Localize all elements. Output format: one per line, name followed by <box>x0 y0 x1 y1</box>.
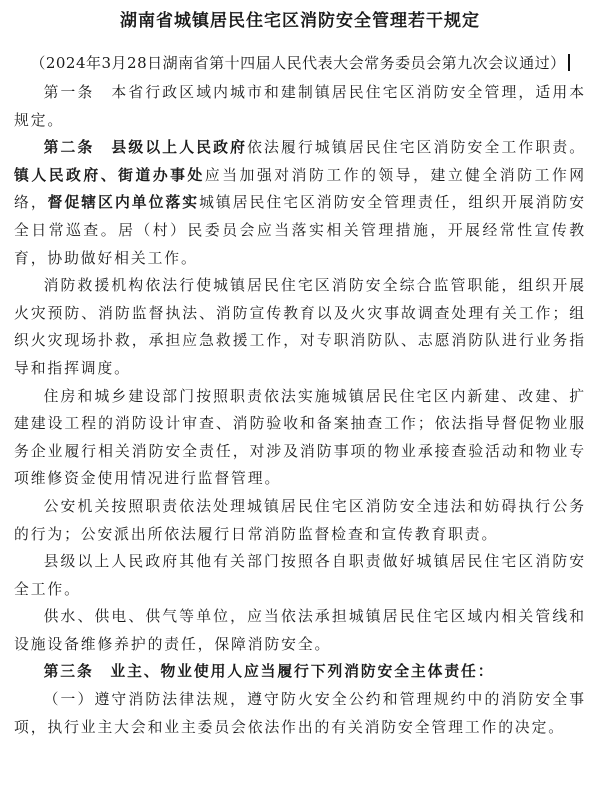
bold-text-run: 第二条 县级以上人民政府 <box>43 139 248 157</box>
bold-text-run: 第三条 业主、物业使用人应当履行下列消防安全主体责任： <box>43 663 495 681</box>
text-run: （一）遵守消防法律法规，遵守防火安全公约和管理规约中的消防安全事项，执行业主大会和业主委员会依法作出的有关消防安全管理工作的决定。 <box>14 691 586 736</box>
paragraph <box>14 134 586 272</box>
text-run: 第一条 本省行政区域内城市和建制镇居民住宅区消防安全管理，适用本规定。 <box>14 84 586 129</box>
paragraph <box>14 548 586 603</box>
paragraph <box>14 603 586 658</box>
paragraph <box>14 272 586 382</box>
paragraph <box>14 686 586 741</box>
text-run: 应当加强对消防工作的领导，建立健全消防工作网络， <box>14 166 586 212</box>
paragraph <box>14 383 586 493</box>
paragraph <box>14 658 586 686</box>
text-run: 消防救援机构依法行使城镇居民住宅区消防安全综合监管职能，组织开展火灾预防、消防监督执法、消防宣传教育以及火灾事故调查处理有关工作；组织火灾现场扑救，承担应急救援工作，对专职消防队、志愿消防队进行业务指导和指挥调度。 <box>14 277 586 377</box>
document-title: 湖南省城镇居民住宅区消防安全管理若干规定 <box>120 11 480 31</box>
adoption-note-text: （2024年3月28日湖南省第十四届人民代表大会常务委员会第九次会议通过） <box>30 54 566 72</box>
paragraph <box>14 79 586 134</box>
text-run: 住房和城乡建设部门按照职责依法实施城镇居民住宅区内新建、改建、扩建建设工程的消防设计审查、消防验收和备案抽查工作；依法指导督促物业服务企业履行相关消防安全责任，对涉及消防事项的物业承接查验活动和物业专项维修资金使用情况进行监督管理。 <box>14 387 586 488</box>
adoption-note <box>24 50 576 77</box>
text-run: 公安机关按照职责依法处理城镇居民住宅区消防安全违法和妨碍执行公务的行为；公安派出所依法履行日常消防监督检查和宣传教育职责。 <box>14 497 586 543</box>
regulation-body <box>14 79 586 741</box>
text-cursor <box>568 54 570 71</box>
text-run: 依法履行城镇居民住宅区消防安全工作职责。 <box>247 139 586 157</box>
text-run: 县级以上人民政府其他有关部门按照各自职责做好城镇居民住宅区消防安全工作。 <box>14 553 586 598</box>
text-run: 供水、供电、供气等单位，应当依法承担城镇居民住宅区域内相关管线和设施设备维修养护的责任，保障消防安全。 <box>14 608 586 653</box>
bold-text-run: 督促辖区内单位落实 <box>47 194 200 212</box>
paragraph <box>14 493 586 548</box>
text-run: 城镇居民住宅区消防安全管理责任，组织开展消防安全日常巡查。居（村）民委员会应当落实相关管理措施，开展经常性宣传教育，协助做好相关工作。 <box>14 194 586 267</box>
bold-text-run: 镇人民政府、街道办事处 <box>14 166 205 184</box>
